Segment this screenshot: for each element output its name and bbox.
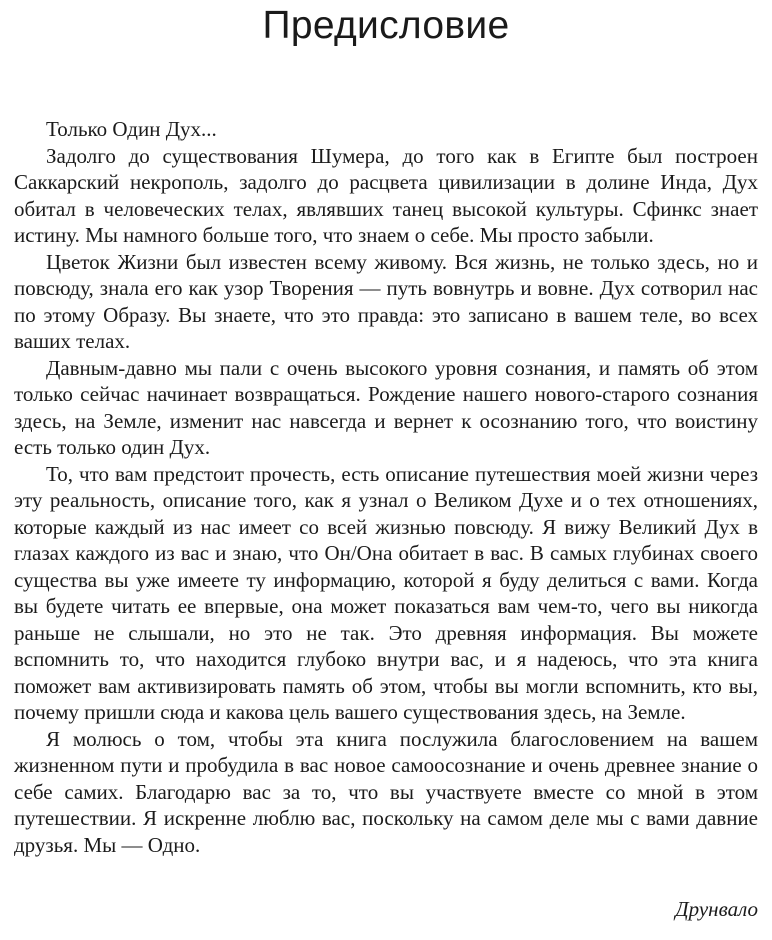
author-signature: Друнвало [675,897,758,921]
paragraph-3: Цветок Жизни был известен всему живому. Вся жизнь, не только здесь, но и повсюду, знала его как узор Творения — путь вовнутрь и вовне. Дух сотворил нас по этому Образу. Вы знаете, что это правда: это записано в вашем теле, во всех ваших телах. [14,249,758,353]
paragraph-2: Задолго до существования Шумера, до того как в Египте был построен Саккарский некрополь, задолго до расцвета цивилизации в долине Инда, Дух обитал в человеческих телах, являвших танец высокой культуры. Сфинкс знает истину. Мы намного больше того, что знаем о себе. Мы просто забыли. [14,143,758,247]
paragraph-5: То, что вам предстоит прочесть, есть описание путешествия моей жизни через эту реальность, описание того, как я узнал о Великом Духе и о тех отношениях, которые каждый из нас имеет со всей жизнью повсюду. Я вижу Великий Дух в глазах каждого из вас и знаю, что Он/Она обитает в вас. В самых глубинах своего существа вы уже имеете ту информацию, которой я буду делиться с вами. Когда вы будете читать ее впервые, она может показаться вам чем-то, чего вы никогда раньше не слышали, но это не так. Это древняя информация. Вы можете вспомнить то, что находится глубоко внутри вас, и я надеюсь, что эта книга поможет вам активизировать память об этом, чтобы вы могли вспомнить, кто вы, почему пришли сюда и какова цель вашего существования здесь, на Земле. [14,461,758,724]
paragraph-4: Давным-давно мы пали с очень высокого уровня сознания, и память об этом только сейчас начинает возвращаться. Рождение нашего нового-старого сознания здесь, на Земле, изменит нас навсегда и вернет к осознанию того, что воистину есть только один Дух. [14,355,758,459]
preface-body [14,116,758,858]
paragraph-6: Я молюсь о том, чтобы эта книга послужила благословением на вашем жизненном пути и пробудила в вас новое самоосознание и очень древнее знание о себе самих. Благодарю вас за то, что вы участвуете вместе со мной в этом путешествии. Я искренне люблю вас, поскольку на самом деле мы с вами давние друзья. Мы — Одно. [14,726,758,857]
page-title: Предисловие [262,4,510,47]
paragraph-1: Только Один Дух... [46,117,217,141]
